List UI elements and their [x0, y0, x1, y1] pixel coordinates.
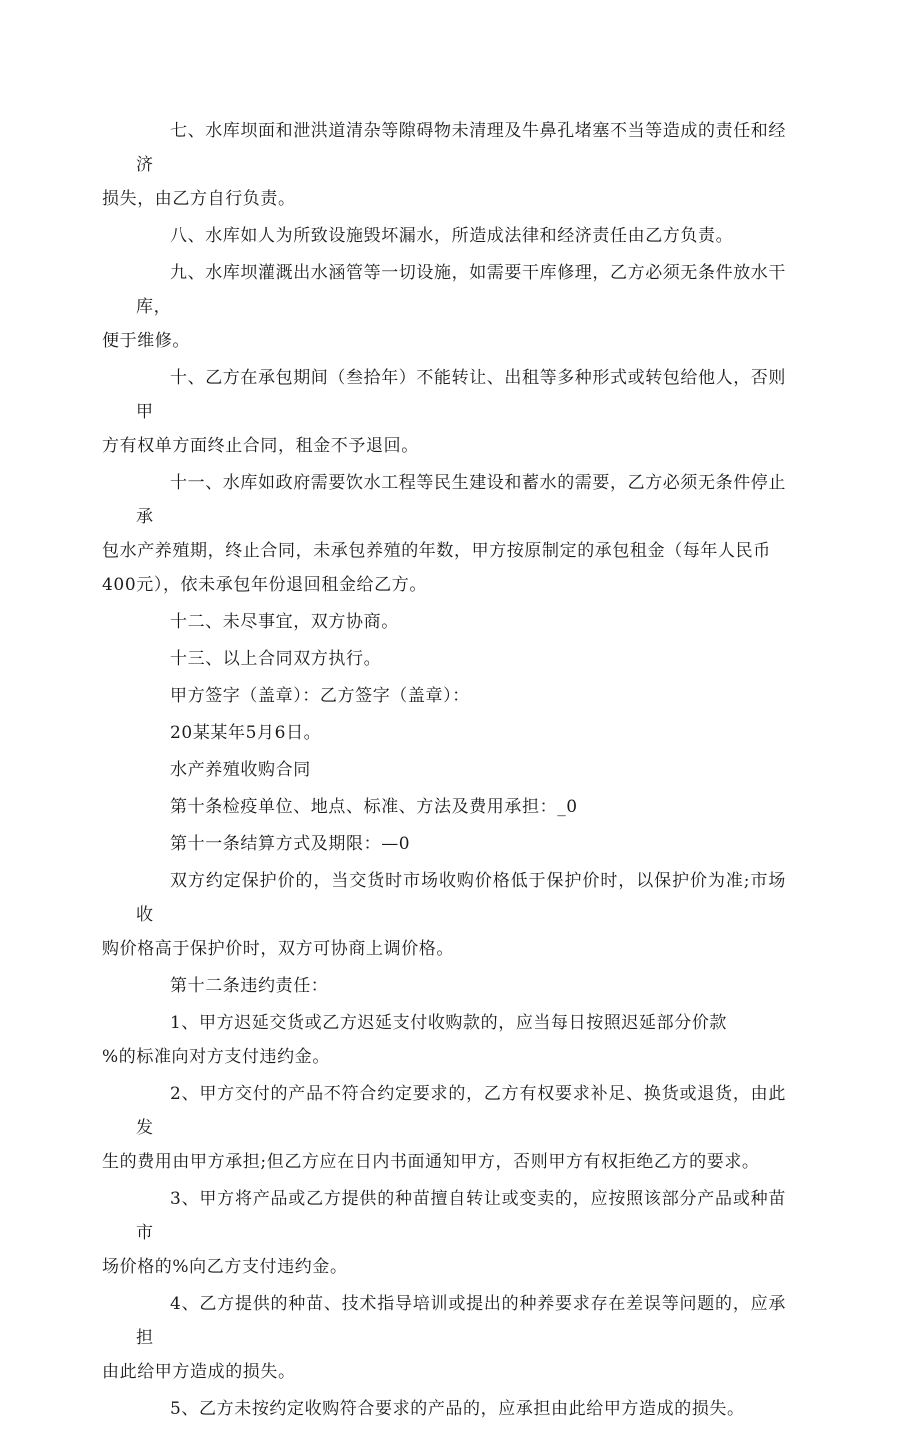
paragraph-line: 七、水库坝面和泄洪道清杂等隙碍物未清理及牛鼻孔堵塞不当等造成的责任和经济 — [136, 121, 786, 175]
paragraph-line: 20某某年5月6日。 — [170, 723, 322, 743]
paragraph-line: 生的费用由甲方承担;但乙方应在日内书面通知甲方，否则甲方有权拒绝乙方的要求。 — [102, 1152, 760, 1172]
paragraph-line: 十三、以上合同双方执行。 — [170, 649, 382, 669]
paragraph-line: %的标准向对方支付违约金。 — [102, 1047, 330, 1067]
paragraph-line: 十二、未尽事宜，双方协商。 — [170, 612, 399, 632]
paragraph-line: 十一、水库如政府需要饮水工程等民生建设和蓄水的需要，乙方必须无条件停止承 — [136, 473, 786, 527]
paragraph — [102, 1006, 786, 1074]
paragraph-line: 损失，由乙方自行负责。 — [102, 189, 296, 209]
paragraph — [136, 679, 786, 713]
paragraph-line: 第十一条结算方式及期限：—0 — [170, 834, 411, 854]
document-body — [102, 114, 786, 1429]
paragraph-line: 由此给甲方造成的损失。 — [102, 1362, 296, 1382]
paragraph-line: 方有权单方面终止合同，租金不予退回。 — [102, 436, 419, 456]
paragraph — [136, 219, 786, 253]
paragraph-line: 1、甲方迟延交货或乙方迟延支付收购款的，应当每日按照迟延部分价款 — [170, 1013, 728, 1033]
paragraph — [136, 969, 786, 1003]
paragraph-line: 十、乙方在承包期间（叁拾年）不能转让、出租等多种形式或转包给他人，否则甲 — [136, 368, 786, 422]
paragraph — [102, 114, 786, 216]
paragraph-line: 八、水库如人为所致设施毁坏漏水，所造成法律和经济责任由乙方负责。 — [170, 226, 734, 246]
paragraph-line: 包水产养殖期，终止合同，未承包养殖的年数，甲方按原制定的承包租金（每年人民币 — [102, 541, 771, 561]
paragraph — [102, 1287, 786, 1389]
paragraph-line: 第十条检疫单位、地点、标准、方法及费用承担：_0 — [170, 797, 578, 817]
paragraph-line: 第十二条违约责任： — [170, 976, 329, 996]
paragraph-line: 2、甲方交付的产品不符合约定要求的，乙方有权要求补足、换货或退货，由此发 — [136, 1084, 786, 1138]
paragraph-line: 水产养殖收购合同 — [170, 760, 311, 780]
paragraph-line: 场价格的%向乙方支付违约金。 — [102, 1257, 348, 1277]
paragraph — [136, 1392, 786, 1426]
paragraph — [136, 716, 786, 750]
paragraph — [102, 361, 786, 463]
paragraph-line: 5、乙方未按约定收购符合要求的产品的，应承担由此给甲方造成的损失。 — [170, 1399, 745, 1419]
paragraph — [136, 642, 786, 676]
paragraph — [136, 753, 786, 787]
paragraph-line: 购价格高于保护价时，双方可协商上调价格。 — [102, 939, 454, 959]
paragraph — [102, 1077, 786, 1179]
paragraph — [102, 1182, 786, 1284]
paragraph-line: 九、水库坝灌溉出水涵管等一切设施，如需要干库修理，乙方必须无条件放水干库， — [136, 263, 786, 317]
paragraph — [102, 466, 786, 602]
paragraph — [136, 827, 786, 861]
paragraph-line: 便于维修。 — [102, 331, 190, 351]
paragraph-line: 甲方签字（盖章）：乙方签字（盖章）： — [170, 686, 470, 706]
paragraph — [136, 605, 786, 639]
paragraph — [102, 864, 786, 966]
paragraph-line: 4、乙方提供的种苗、技术指导培训或提出的种养要求存在差误等问题的，应承担 — [136, 1294, 786, 1348]
paragraph-line: 400元），依未承包年份退回租金给乙方。 — [102, 575, 427, 595]
paragraph-line: 3、甲方将产品或乙方提供的种苗擅自转让或变卖的，应按照该部分产品或种苗市 — [136, 1189, 786, 1243]
paragraph — [102, 256, 786, 358]
paragraph-line: 双方约定保护价的，当交货时市场收购价格低于保护价时，以保护价为准;市场收 — [136, 871, 786, 925]
paragraph — [136, 790, 786, 824]
